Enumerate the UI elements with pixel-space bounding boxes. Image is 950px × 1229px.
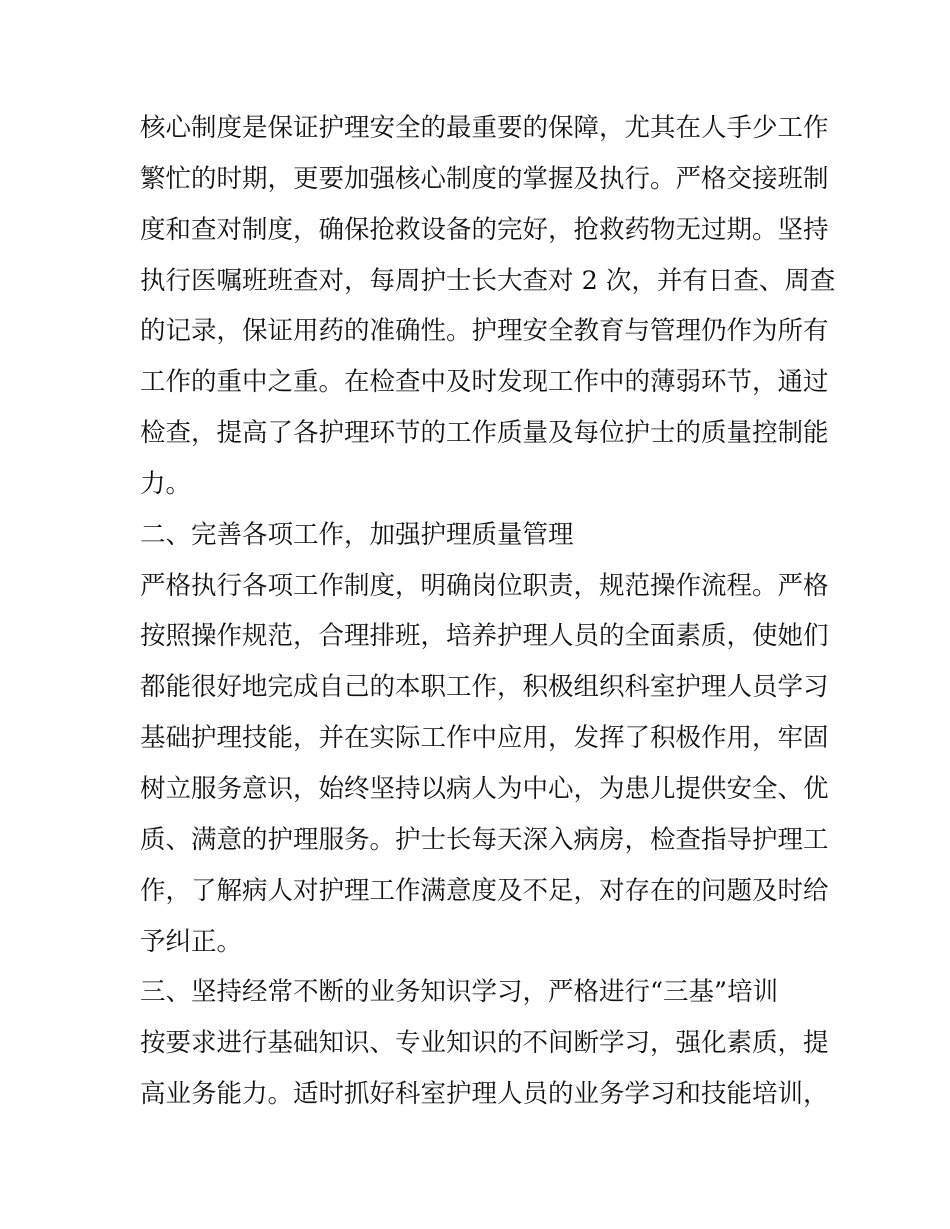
text-line: 繁忙的时期，更要加强核心制度的掌握及执行。严格交接班制 <box>140 163 829 194</box>
text-line: 执行医嘱班班查对，每周护士长大查对 2 次，并有日查、周查 <box>140 265 836 296</box>
text-line: 度和查对制度，确保抢救设备的完好，抢救药物无过期。坚持 <box>140 214 829 245</box>
text-line: 工作的重中之重。在检查中及时发现工作中的薄弱环节，通过 <box>140 367 829 398</box>
text-line: 都能很好地完成自己的本职工作，积极组织科室护理人员学习 <box>140 672 829 703</box>
text-line: 核心制度是保证护理安全的最重要的保障，尤其在人手少工作 <box>140 113 829 143</box>
text-line: 检查，提高了各护理环节的工作质量及每位护士的质量控制能 <box>140 418 829 449</box>
text-line: 质、满意的护理服务。护士长每天深入病房，检查指导护理工 <box>140 824 829 855</box>
text-line: 三、坚持经常不断的业务知识学习，严格进行“三基”培训 <box>140 977 779 1008</box>
text-line: 高业务能力。适时抓好科室护理人员的业务学习和技能培训， <box>140 1079 829 1110</box>
text-line: 基础护理技能，并在实际工作中应用，发挥了积极作用，牢固 <box>140 723 829 754</box>
text-line: 按要求进行基础知识、专业知识的不间断学习，强化素质，提 <box>140 1028 829 1059</box>
body-text <box>140 103 836 1120</box>
text-line: 予纠正。 <box>140 926 243 957</box>
text-line: 按照操作规范，合理排班，培养护理人员的全面素质，使她们 <box>140 621 829 652</box>
text-line: 力。 <box>140 468 192 499</box>
text-line: 二、完善各项工作，加强护理质量管理 <box>140 519 574 550</box>
text-line: 严格执行各项工作制度，明确岗位职责，规范操作流程。严格 <box>140 570 829 601</box>
text-line: 的记录，保证用药的准确性。护理安全教育与管理仍作为所有 <box>140 316 829 347</box>
text-line: 树立服务意识，始终坚持以病人为中心，为患儿提供安全、优 <box>140 773 829 804</box>
text-line: 作，了解病人对护理工作满意度及不足，对存在的问题及时给 <box>140 875 829 906</box>
